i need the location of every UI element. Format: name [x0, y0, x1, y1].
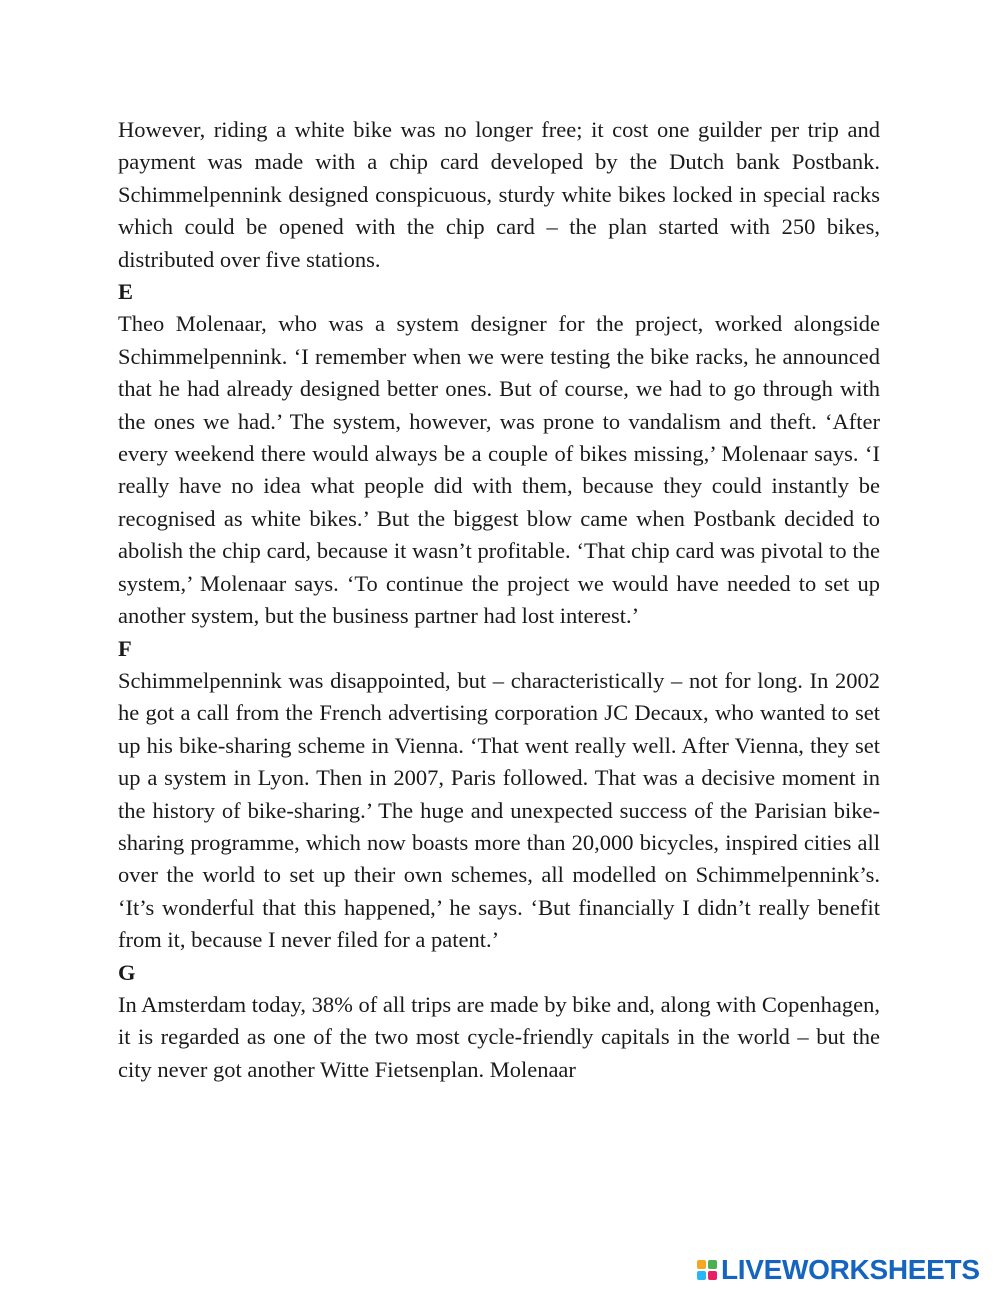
paragraph-d-continued: However, riding a white bike was no longer free; it cost one guilder per trip and payment was made with a chip card developed by the Dutch bank Postbank. Schimmelpennink designed conspicuous, sturdy white bikes locked in special racks which could be opened with the chip card – the plan started with 250 bikes, distributed over five stations.: [118, 117, 880, 272]
logo-square-2: [708, 1260, 717, 1269]
worksheet-page: [118, 114, 880, 1086]
section-letter-f: F: [118, 635, 132, 661]
liveworksheets-logo-icon: [697, 1260, 717, 1280]
section-letter-g: G: [118, 959, 136, 985]
section-letter-e: E: [118, 279, 134, 305]
liveworksheets-logo: [697, 1255, 980, 1285]
liveworksheets-logo-text: LIVEWORKSHEETS: [721, 1254, 980, 1285]
paragraph-f: Schimmelpennink was disappointed, but – characteristically – not for long. In 2002 he got a call from the French advertising corporation JC Decaux, who wanted to set up his bike-sharing scheme in Vienna. ‘That went really well. After Vienna, they set up a system in Lyon. Then in 2007, Paris followed. That was a decisive moment in the history of bike-sharing.’ The huge and unexpected success of the Parisian bike-sharing programme, which now boasts more than 20,000 bicycles, inspired cities all over the world to set up their own schemes, all modelled on Schimmelpennink’s. ‘It’s wonderful that this happened,’ he says. ‘But financially I didn’t really benefit from it, because I never filed for a patent.’: [118, 667, 880, 953]
logo-square-4: [708, 1271, 717, 1280]
logo-square-1: [697, 1260, 706, 1269]
paragraph-g: In Amsterdam today, 38% of all trips are made by bike and, along with Copenhagen, it is regarded as one of the two most cycle-friendly capitals in the world – but the city never got another Witte Fietsenplan. Molenaar: [118, 991, 880, 1082]
logo-square-3: [697, 1271, 706, 1280]
paragraph-e: Theo Molenaar, who was a system designer for the project, worked alongside Schimmelpennink. ‘I remember when we were testing the bike racks, he announced that he had already designed better ones. But of course, we had to go through with the ones we had.’ The system, however, was prone to vandalism and theft. ‘After every weekend there would always be a couple of bikes missing,’ Molenaar says. ‘I really have no idea what people did with them, because they could instantly be recognised as white bikes.’ But the biggest blow came when Postbank decided to abolish the chip card, because it wasn’t profitable. ‘That chip card was pivotal to the system,’ Molenaar says. ‘To continue the project we would have needed to set up another system, but the business partner had lost interest.’: [118, 311, 880, 629]
